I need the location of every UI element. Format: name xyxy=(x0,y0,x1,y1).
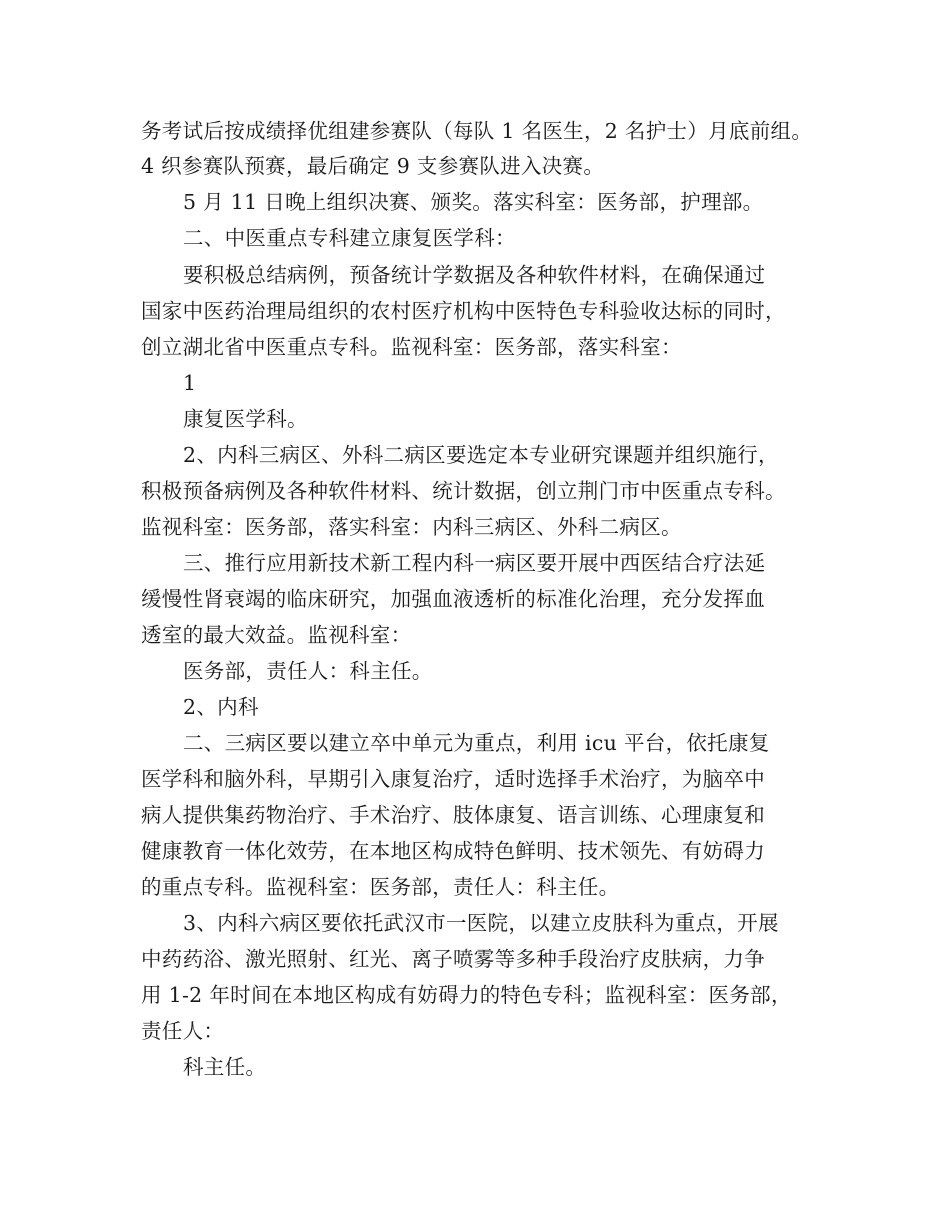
text-line: 缓慢性肾衰竭的临床研究，加强血液透析的标准化治理，充分发挥血 xyxy=(141,587,765,611)
text-line: 积极预备病例及各种软件材料、统计数据，创立荆门市中医重点专科。 xyxy=(141,479,786,503)
text-line: 透室的最大效益。监视科室： xyxy=(141,623,412,647)
text-line: 5 月 11 日晚上组织决赛、颁奖。落实科室：医务部，护理部。 xyxy=(183,190,764,214)
section-heading: 二、中医重点专科建立康复医学科： xyxy=(183,226,516,250)
text-line: 监视科室：医务部，落实科室：内科三病区、外科二病区。 xyxy=(141,515,682,539)
text-line: 创立湖北省中医重点专科。监视科室：医务部，落实科室： xyxy=(141,335,682,359)
text-line: 1 xyxy=(183,371,197,395)
text-line: 务考试后按成绩择优组建参赛队（每队 1 名医生，2 名护士）月底前组。 xyxy=(141,119,813,143)
text-line: 3、内科六病区要依托武汉市一医院，以建立皮肤科为重点，开展 xyxy=(183,911,779,935)
section-heading: 三、推行应用新技术新工程内科一病区要开展中西医结合疗法延 xyxy=(183,551,766,575)
text-line: 中药药浴、激光照射、红光、离子喷雾等多种手段治疗皮肤病，力争 xyxy=(141,947,765,971)
text-line: 2、内科三病区、外科二病区要选定本专业研究课题并组织施行， xyxy=(183,443,779,467)
text-line: 病人提供集药物治疗、手术治疗、肢体康复、语言训练、心理康复和 xyxy=(141,803,765,827)
text-line: 国家中医药治理局组织的农村医疗机构中医特色专科验收达标的同时， xyxy=(141,299,786,323)
text-line: 4 织参赛队预赛，最后确定 9 支参赛队进入决赛。 xyxy=(141,154,605,178)
text-line: 医务部，责任人：科主任。 xyxy=(183,659,433,683)
text-line: 2、内科 xyxy=(183,695,259,719)
text-line: 二、三病区要以建立卒中单元为重点，利用 icu 平台，依托康复 xyxy=(183,731,770,755)
text-line: 科主任。 xyxy=(183,1055,267,1079)
text-line: 的重点专科。监视科室：医务部，责任人：科主任。 xyxy=(141,875,620,899)
text-line: 健康教育一体化效劳，在本地区构成特色鲜明、技术领先、有妨碍力 xyxy=(141,839,765,863)
text-line: 康复医学科。 xyxy=(183,407,308,431)
text-line: 用 1-2 年时间在本地区构成有妨碍力的特色专科；监视科室：医务部， xyxy=(141,983,792,1007)
text-line: 责任人： xyxy=(141,1019,225,1043)
text-line: 要积极总结病例，预备统计学数据及各种软件材料，在确保通过 xyxy=(183,263,766,287)
text-line: 医学科和脑外科，早期引入康复治疗，适时选择手术治疗，为脑卒中 xyxy=(141,767,765,791)
